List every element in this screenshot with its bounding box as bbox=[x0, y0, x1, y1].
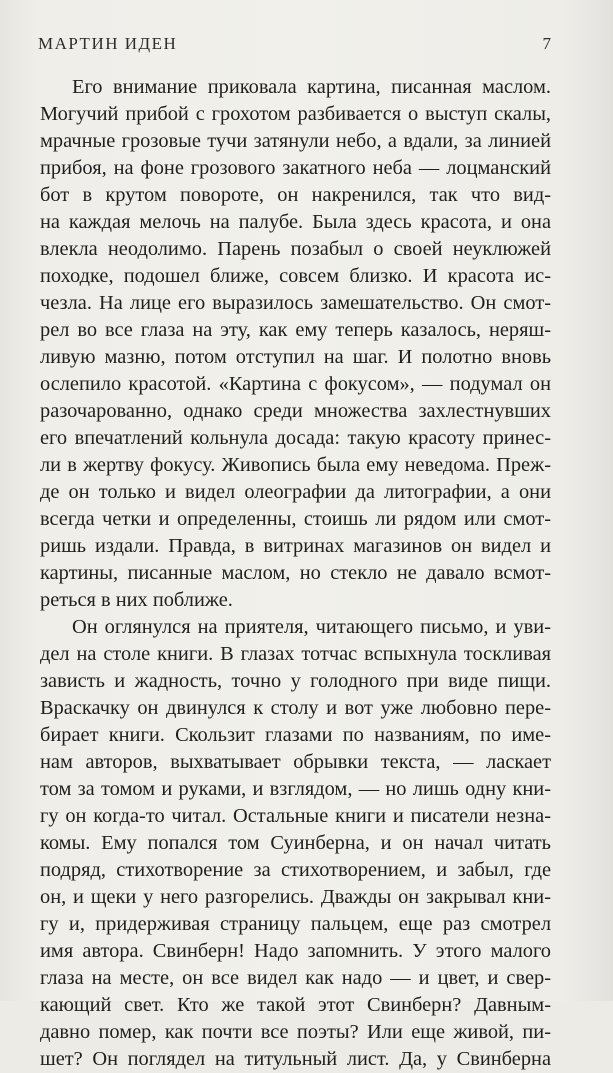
text-line: походке, подошел ближе, совсем близко. И красота ис- bbox=[40, 265, 551, 287]
text-line: том за томом и руками, и взглядом, — но лишь одну кни- bbox=[40, 778, 551, 800]
text-line: бирает книги. Скользит глазами по названиям, по име- bbox=[40, 724, 551, 746]
text-line: давно помер, как почти все поэты? Или еще живой, пи- bbox=[40, 1021, 551, 1043]
text-line: прибоя, на фоне грозового закатного неба — лоцманский bbox=[40, 157, 551, 179]
text-line: де он только и видел олеографии да литографии, а они bbox=[40, 481, 551, 503]
paragraph-2 bbox=[40, 614, 551, 1073]
text-line: рел во все глаза на эту, как ему теперь казалось, неряш- bbox=[40, 319, 551, 341]
text-line: ришь издали. Правда, в витринах магазинов он видел и bbox=[40, 535, 551, 557]
text-line: на каждая мелочь на палубе. Была здесь красота, и она bbox=[40, 211, 551, 233]
text-line: Его внимание приковала картина, писанная маслом. bbox=[72, 76, 551, 98]
text-line: Могучий прибой с грохотом разбивается о выступ скалы, bbox=[40, 103, 551, 125]
text-line: разочарованно, однако среди множества захлестнувших bbox=[40, 400, 551, 422]
text-line: зависть и жадность, точно у голодного при виде пищи. bbox=[40, 670, 551, 692]
text-line: его впечатлений кольнула досада: такую красоту принес- bbox=[40, 427, 551, 449]
text-line: имя автора. Свинберн! Надо запомнить. У этого малого bbox=[40, 940, 551, 962]
text-line: дел на столе книги. В глазах тотчас вспыхнула тоскливая bbox=[40, 643, 551, 665]
text-line: ливую мазню, потом отступил на шаг. И полотно вновь bbox=[40, 346, 551, 368]
paragraph-1 bbox=[40, 74, 551, 614]
text-line: шет? Он поглядел на титульный лист. Да, у Свинберна bbox=[40, 1048, 551, 1070]
text-line: влекла неодолимо. Парень позабыл о своей неуклюжей bbox=[40, 238, 551, 260]
text-line: глаза на месте, он все видел как надо — и цвет, и свер- bbox=[40, 967, 551, 989]
text-line: ослепило красотой. «Картина с фокусом», — подумал он bbox=[40, 373, 551, 395]
text-line: кающий свет. Кто же такой этот Свинберн? Давным- bbox=[40, 994, 551, 1016]
text-line: реться в них поближе. bbox=[40, 589, 233, 611]
text-line: нам авторов, выхватывает обрывки текста, — ласкает bbox=[40, 751, 551, 773]
body-text bbox=[40, 74, 551, 1073]
text-line: Враскачку он двинулся к столу и вот уже любовно пере- bbox=[40, 697, 551, 719]
text-line: Он оглянулся на приятеля, читающего письмо, и уви- bbox=[72, 616, 551, 638]
text-line: мрачные грозовые тучи затянули небо, а вдали, за линией bbox=[40, 130, 551, 152]
text-line: комы. Ему попался том Суинберна, и он начал читать bbox=[40, 832, 551, 854]
running-title: МАРТИН ИДЕН bbox=[38, 34, 178, 53]
running-head bbox=[38, 34, 551, 56]
text-line: бот в крутом повороте, он накренился, так что вид- bbox=[40, 184, 551, 206]
text-line: гу и, придерживая страницу пальцем, еще раз смотрел bbox=[40, 913, 551, 935]
text-line: картины, писанные маслом, но стекло не давало всмот- bbox=[40, 562, 551, 584]
text-line: ли в жертву фокусу. Живопись была ему неведома. Преж- bbox=[40, 454, 551, 476]
text-line: чезла. На лице его выразилось замешательство. Он смот- bbox=[40, 292, 551, 314]
page-number: 7 bbox=[542, 34, 551, 53]
text-line: всегда четки и определенны, стоишь ли рядом или смот- bbox=[40, 508, 551, 530]
text-line: гу он когда-то читал. Остальные книги и писатели незна- bbox=[40, 805, 551, 827]
text-line: он, и щеки у него разгорелись. Дважды он закрывал кни- bbox=[40, 886, 551, 908]
text-line: подряд, стихотворение за стихотворением, и забыл, где bbox=[40, 859, 551, 881]
